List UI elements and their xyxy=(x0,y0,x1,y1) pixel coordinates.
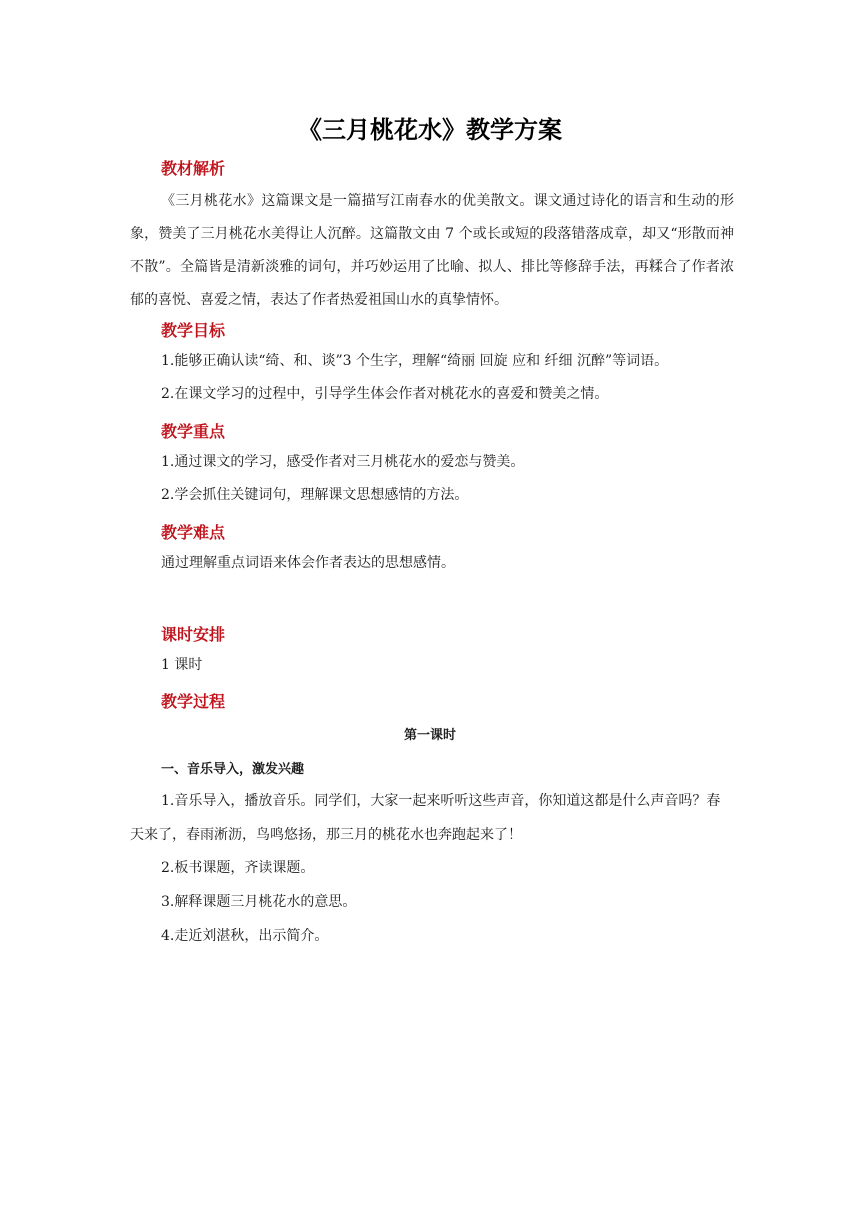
part-title: 一、音乐导入，激发兴趣 xyxy=(161,762,305,777)
process-step-1: 1.音乐导入，播放音乐。同学们，大家一起来听听这些声音，你知道这都是什么声音吗？春天来了，春雨淅沥，鸟鸣悠扬，那三月的桃花水也奔跑起来了！ xyxy=(130,793,721,843)
process-step-2: 2.板书课题，齐读课题。 xyxy=(161,860,315,876)
heading-process: 教学过程 xyxy=(161,692,226,711)
schedule-text: 1 课时 xyxy=(161,657,203,673)
heading-analysis: 教材解析 xyxy=(161,159,226,178)
key-point-item-1: 1.通过课文的学习，感受作者对三月桃花水的爱恋与赞美。 xyxy=(161,454,525,470)
lesson-title: 第一课时 xyxy=(403,728,456,743)
process-step-4: 4.走近刘湛秋，出示简介。 xyxy=(161,928,329,944)
goal-item-1: 1.能够正确认读“绮、和、谈”3 个生字，理解“绮丽 回旋 应和 纤细 沉醉”等词语。 xyxy=(161,353,669,369)
difficulties-text: 通过理解重点词语来体会作者表达的思想感情。 xyxy=(161,555,455,571)
key-point-item-2: 2.学会抓住关键词句，理解课文思想感情的方法。 xyxy=(161,487,469,503)
heading-key-points: 教学重点 xyxy=(161,422,226,441)
process-step-3: 3.解释课题三月桃花水的意思。 xyxy=(161,894,357,910)
heading-schedule: 课时安排 xyxy=(161,625,226,644)
goal-item-2: 2.在课文学习的过程中，引导学生体会作者对桃花水的喜爱和赞美之情。 xyxy=(161,386,609,402)
analysis-paragraph: 《三月桃花水》这篇课文是一篇描写江南春水的优美散文。课文通过诗化的语言和生动的形象，赞美了三月桃花水美得让人沉醉。这篇散文由 7 个或长或短的段落错落成章，却又“形散而神不散”。全篇皆是清新淡雅的词句，并巧妙运用了比喻、拟人、排比等修辞手法，再糅合了作者浓郁的喜悦、喜爱之情，表达了作者热爱祖国山水的真挚情怀。 xyxy=(130,193,734,308)
heading-difficulties: 教学难点 xyxy=(161,523,226,542)
heading-goals: 教学目标 xyxy=(161,321,226,340)
document-title: 《三月桃花水》教学方案 xyxy=(298,116,562,144)
